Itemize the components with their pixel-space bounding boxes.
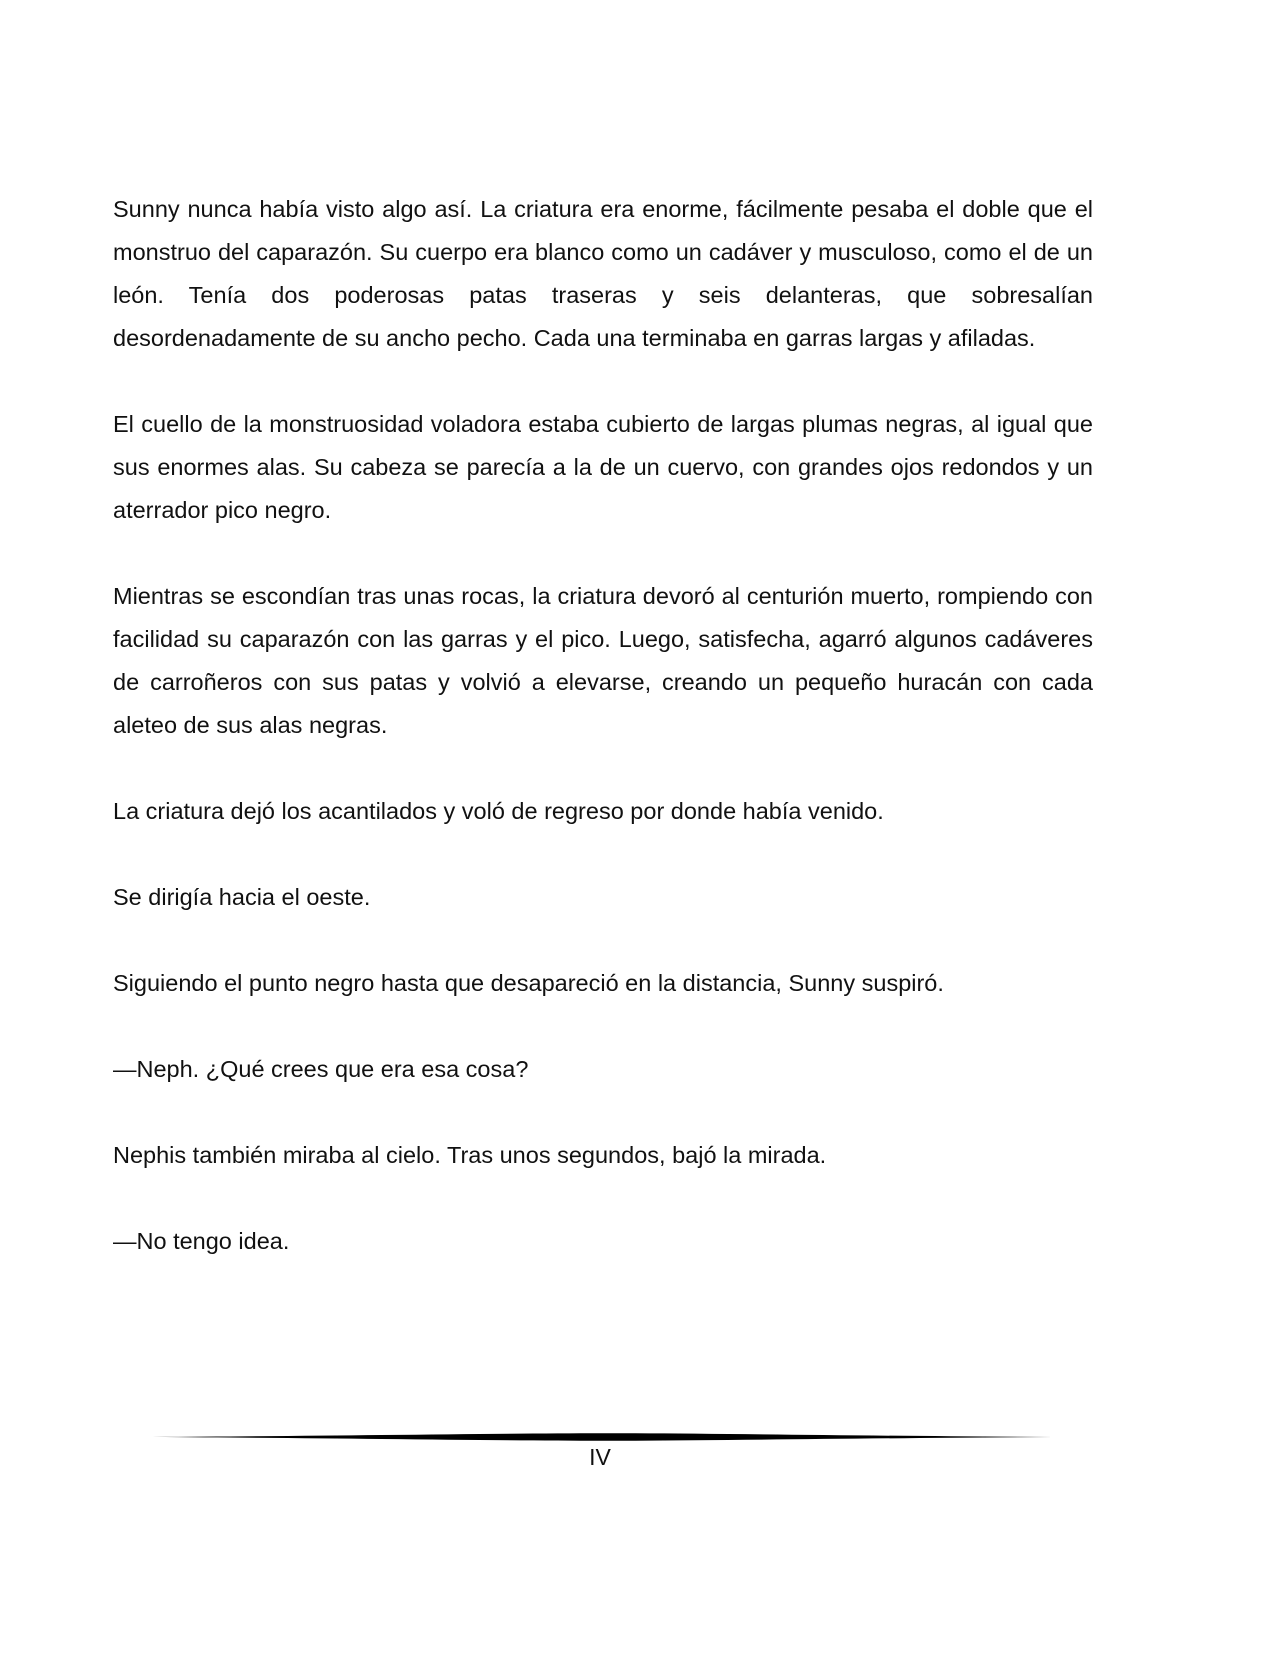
paragraph-8: Nephis también miraba al cielo. Tras unos segundos, bajó la mirada. (113, 1142, 827, 1168)
paragraph-4: La criatura dejó los acantilados y voló de regreso por donde había venido. (113, 798, 884, 824)
paragraph-1: Sunny nunca había visto algo así. La criatura era enorme, fácilmente pesaba el doble que el monstruo del caparazón. Su cuerpo era blanco como un cadáver y musculoso, como el de un león. Tenía dos poderosas patas traseras y seis delanteras, que sobresalían desordenadamente de su ancho pecho. Cada una terminaba en garras largas y afiladas. (113, 196, 1093, 351)
paragraph-2: El cuello de la monstruosidad voladora estaba cubierto de largas plumas negras, al igual que sus enormes alas. Su cabeza se parecía a la de un cuervo, con grandes ojos redondos y un aterrador pico negro. (113, 411, 1093, 523)
footer-divider-rule (152, 1432, 1052, 1442)
paragraph-7: —Neph. ¿Qué crees que era esa cosa? (113, 1056, 529, 1082)
page-body-text (113, 188, 1093, 1306)
footer-divider-shape (152, 1433, 1052, 1441)
paragraph-3: Mientras se escondían tras unas rocas, la criatura devoró al centurión muerto, rompiendo con facilidad su caparazón con las garras y el pico. Luego, satisfecha, agarró algunos cadáveres de carroñeros con sus patas y volvió a elevarse, creando un pequeño huracán con cada aleteo de sus alas negras. (113, 583, 1093, 738)
paragraph-9: —No tengo idea. (113, 1228, 290, 1254)
page-number: IV (589, 1444, 611, 1470)
paragraph-6: Siguiendo el punto negro hasta que desapareció en la distancia, Sunny suspiró. (113, 970, 944, 996)
paragraph-5: Se dirigía hacia el oeste. (113, 884, 371, 910)
